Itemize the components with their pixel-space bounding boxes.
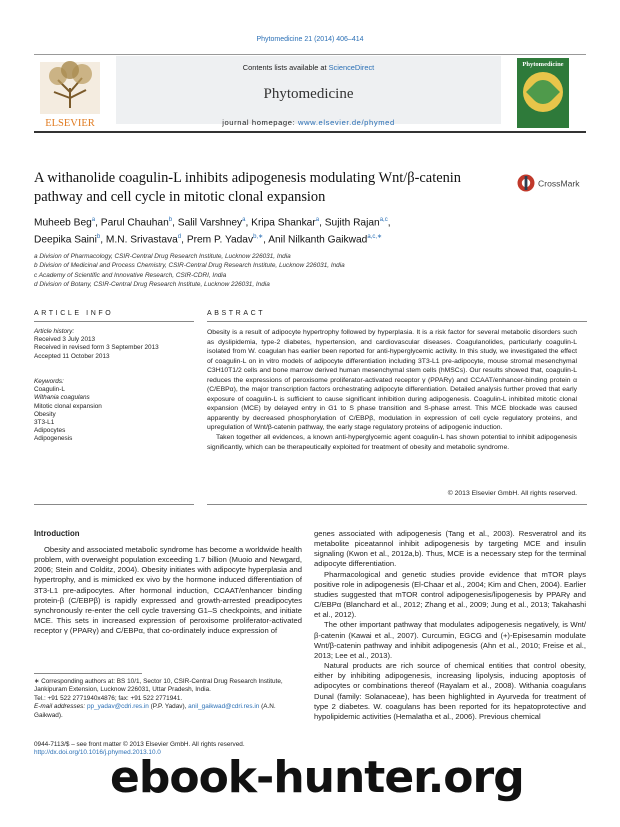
history-entry: Received in revised form 3 September 2013 xyxy=(34,344,159,352)
journal-reference[interactable]: Phytomedicine 21 (2014) 406–414 xyxy=(256,36,364,43)
crossmark-badge[interactable] xyxy=(517,173,587,193)
author-name[interactable]: Salil Varshney xyxy=(177,217,243,229)
keyword: Adipocytes xyxy=(34,427,66,435)
homepage-link[interactable]: www.elsevier.de/phymed xyxy=(298,118,395,127)
keyword: Mitotic clonal expansion xyxy=(34,402,102,410)
sciencedirect-link[interactable]: ScienceDirect xyxy=(328,63,375,72)
email-link[interactable]: anil_gaikwad@cdri.res.in xyxy=(188,703,260,711)
body-paragraph: Natural products are rich source of chemical entities that control obesity, either by inhibiting adipogenesis, increasing lipolysis, inducing apoptosis of adipocytes or combinations thereof (Rayalam et al., 2008). Withania coagulans Dunal (family: Solanaceae), has been highlighted in Ayurveda for treatment of type 2 diabetes. W. coagulans has been reported for its hepatoprotective and hypolipidemic activities (Hemalatha et al., 2006). Previous chemical xyxy=(314,661,586,721)
author-name[interactable]: Kripa Shankar xyxy=(251,217,316,229)
email-label: E-mail addresses: xyxy=(34,703,86,711)
author-affiliation-mark[interactable]: a xyxy=(91,217,96,223)
corresponding-author-note: ∗ Corresponding authors at: BS 10/1, Sector 10, CSIR-Central Drug Research Institute, Jankipuram Extension, Lucknow 226031, Uttar Pradesh, India. xyxy=(34,678,283,694)
keyword: Obesity xyxy=(34,410,56,418)
article-info-heading: ARTICLE INFO xyxy=(34,310,114,317)
journal-cover-image xyxy=(517,58,569,128)
email-line xyxy=(34,703,302,720)
author-affiliation-mark[interactable]: b xyxy=(168,217,173,223)
publisher-name: ELSEVIER xyxy=(45,118,95,129)
body-paragraph: Pharmacological and genetic studies provide evidence that mTOR plays positive role in adipogenesis (El-Chaar et al., 2004; Kim and Chen, 2004). Earlier studies suggested that mTOR control adipogenesis/lipogenesis by PPARγ and C/EBPα (Blanchard et al., 2012; Zhang et al., 2009; Jung et al., 2013; Takahashi et al., 2012). xyxy=(314,569,586,620)
affiliation: d Division of Botany, CSIR-Central Drug Research Institute, Lucknow 226031, India xyxy=(34,281,270,289)
email-owner: (A.N. Gaikwad). xyxy=(34,703,276,719)
keyword: Coagulin-L xyxy=(34,386,65,394)
author-list: Muheeb Beg$^a$, Parul Chauhan$^b$, Salil Varshney$^a$, Kripa Shankar$^a$, Sujith Rajan$^{a,c}$, Deepika Saini$^b$, M.N. Srivastava$^d$, Prem P. Yadav$^{b,∗}$, Anil Nilkanth Gaikwad$^{a,c,∗}$ xyxy=(34,217,391,246)
footnotes xyxy=(34,678,302,720)
doi-link[interactable]: http://dx.doi.org/10.1016/j.phymed.2013.10.0 xyxy=(34,749,161,757)
email-owner: (P.P. Yadav), xyxy=(150,703,187,711)
history-entry: Accepted 11 October 2013 xyxy=(34,352,110,360)
author-affiliation-mark[interactable]: a xyxy=(315,217,320,223)
author-name[interactable]: Deepika Saini xyxy=(34,234,97,246)
author-name[interactable]: Anil Nilkanth Gaikwad xyxy=(268,234,368,246)
contact-phone: Tel.: +91 522 2771940x4876; fax: +91 522 2771941. xyxy=(34,694,183,702)
homepage-prefix: journal homepage: xyxy=(222,118,299,127)
body-column-right xyxy=(314,529,586,722)
watermark-text: ebook-hunter.org xyxy=(110,752,524,803)
author-name[interactable]: Sujith Rajan xyxy=(324,217,380,229)
section-heading: Introduction xyxy=(34,529,80,538)
keyword-list xyxy=(34,378,199,444)
contents-line xyxy=(116,63,501,72)
copyright-notice: © 2013 Elsevier GmbH. All rights reserved. xyxy=(447,490,577,497)
author-affiliation-mark[interactable]: a xyxy=(242,217,246,223)
author-affiliation-mark[interactable]: b xyxy=(96,234,101,241)
affiliation: c Academy of Scientific and Innovative Research, CSIR-CDRI, India xyxy=(34,271,227,279)
issn-line: 0944-7113/$ – see front matter © 2013 Elsevier GmbH. All rights reserved. xyxy=(34,741,245,748)
author-name[interactable]: Prem P. Yadav xyxy=(186,234,254,246)
author-affiliation-mark[interactable]: a,c,∗ xyxy=(367,234,383,241)
abstract-heading: ABSTRACT xyxy=(207,310,266,317)
header-rule-top xyxy=(34,54,586,55)
abstract-body xyxy=(207,328,577,452)
abstract-paragraph: Obesity is a result of adipocyte hypertrophy followed by hyperplasia. It is a risk factor for several metabolic disorders such as dyslipidemia, type-2 diabetes, hypertension, and cardiovascular diseases. Coagulanolides, particularly coagulin-L isolated from W. coagulan has earlier been reported for anti-hyperglycemic activity. In this study, we investigated the effect of coagulin-L on in vitro models of adipocyte differentiation including 3T3-L1 pre-adipocyte, mouse stromal mesenchymal C3H10T1/2 cells and bone marrow derived human mesenchymal stem cells (hMSCs). Our results showed that, coagulin-L reduces the expressions of peroxisome proliferator-activated receptor γ (PPARγ) and CCAAT/enhancer-binding protein α (C/EBPα), the major transcription factors orchestrating adipocyte differentiation. Detailed analysis further proved that early exposure of coagulin-L is sufficient to cause significant inhibition during adipogenesis. Coagulin-L inhibited mitotic clonal expansion (MCE) by delayed entry in G1 to S phase transition and S-phase arrest. This MCE blockade was caused apparently by decreased phosphorylation of C/EBPβ, modulation in expression of cell cycle regulatory proteins, and upregulation of Wnt/β-catenin pathway, the early stage regulatory proteins of adipogenic induction. xyxy=(207,329,577,432)
body-paragraph: genes associated with adipogenesis (Tang et al., 2003). Resveratrol and its metabolite piceatannol inhibit adipogenesis by targeting MCE and insulin signaling (Kwon et al., 2012a,b). Thus, MCE is a necessary step for the terminal adipocyte differentiation. xyxy=(314,529,586,569)
keyword: 3T3-L1 xyxy=(34,419,55,427)
crossmark-label: CrossMark xyxy=(538,178,580,189)
author-affiliation-mark[interactable]: b,∗ xyxy=(253,234,264,241)
article-title: A withanolide coagulin-L inhibits adipogenesis modulating Wnt/β-catenin pathway and cell cycle in mitotic clonal expansion xyxy=(34,170,461,205)
elsevier-tree-logo xyxy=(34,58,106,130)
divider xyxy=(34,504,194,505)
affiliation: a Division of Pharmacology, CSIR-Central Drug Research Institute, Lucknow 226031, India xyxy=(34,253,291,260)
author-affiliation-mark[interactable]: a,c xyxy=(379,217,388,223)
affiliation: b Division of Medicinal and Process Chemistry, CSIR-Central Drug Research Institute, Lucknow 226031, India xyxy=(34,262,345,270)
cover-title: Phytomedicine xyxy=(522,61,564,68)
article-history xyxy=(34,328,199,361)
footnote-divider xyxy=(34,673,142,674)
author-affiliation-mark[interactable]: d xyxy=(177,234,182,241)
divider xyxy=(34,321,194,322)
contents-prefix: Contents lists available at xyxy=(242,63,329,72)
divider xyxy=(207,504,587,505)
body-column-left xyxy=(34,545,302,636)
affiliation-list xyxy=(34,252,574,290)
author-name[interactable]: Muheeb Beg xyxy=(34,217,92,229)
abstract-paragraph: Taken together all evidences, a known anti-hyperglycemic agent coagulin-L has shown potential to inhibit adipogenesis significantly, which can be therapeutically exploited for treatment of obesity and metabolic syndrome. xyxy=(207,434,577,451)
author-name[interactable]: Parul Chauhan xyxy=(100,217,169,229)
body-paragraph: The other important pathway that modulates adipogenesis negatively, is Wnt/β-catenin (Kawai et al., 2007). Curcumin, EGCG and (+)-Episesamin modulate Wnt/β-catenin pathway and inhibit adipogenesis (Ahn et al., 2010; Freise et al., 2013; Lee et al., 2013). xyxy=(314,620,586,660)
history-entry: Received 3 July 2013 xyxy=(34,336,96,344)
keyword: Withania coagulans xyxy=(34,394,90,402)
email-link[interactable]: pp_yadav@cdri.res.in xyxy=(86,703,149,711)
keyword: Adipogenesis xyxy=(34,435,73,443)
keywords-label: Keywords: xyxy=(34,378,64,385)
history-label: Article history: xyxy=(34,328,75,335)
header-rule-bottom xyxy=(34,131,586,133)
body-paragraph: Obesity and associated metabolic syndrome has become a worldwide health problem, with overweight population exceeding 1.7 billion (Muoio and Newgard, 2006; Stein and Colditz, 2004). Obesity initiates with adipocyte hyperplasia and hypertrophy, and is mimicked ex vivo by the hormone induced differentiation of 3T3-L1 pre-adipocytes. After hormonal induction, CCAAT/enhancer binding protein-β (C/EBPβ) is rapidly expressed and growth-arrested preadipocytes synchronously re-enter the cell cycle traversing G1–S checkpoints, and initiate MCE. This sets in increased expression of peroxisome proliferator-activated receptor γ (PPARγ) and C/EBPα, that co-ordinately induce expression of xyxy=(34,545,302,636)
divider xyxy=(207,321,587,322)
journal-name: Phytomedicine xyxy=(263,86,354,102)
homepage-line xyxy=(116,118,501,127)
author-name[interactable]: M.N. Srivastava xyxy=(105,234,178,246)
